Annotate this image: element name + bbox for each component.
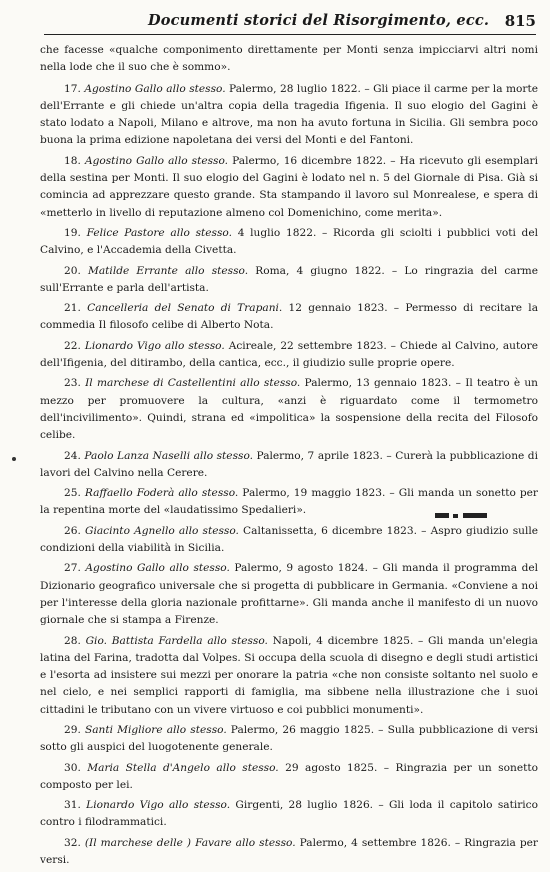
letter-entry <box>40 448 538 483</box>
entry-heading: Cancelleria del Senato di Trapani. <box>87 302 283 315</box>
entry-heading: Agostino Gallo allo stesso. <box>85 562 230 575</box>
entry-number: 26. <box>64 524 81 537</box>
letter-entry <box>40 633 538 719</box>
entry-heading: Santi Migliore allo stesso. <box>84 723 227 736</box>
entry-heading: Giacinto Agnello allo stesso. <box>85 524 239 537</box>
entry-heading: Lionardo Vigo allo stesso. <box>84 339 225 352</box>
letter-entry <box>40 560 538 629</box>
entry-number: 30. <box>64 761 81 774</box>
letter-entry <box>40 338 538 373</box>
entry-heading: Lionardo Vigo allo stesso. <box>86 799 231 812</box>
entry-heading: Felice Pastore allo stesso. <box>86 226 232 239</box>
entry-number: 31. <box>64 799 81 812</box>
letter-entry <box>40 81 538 150</box>
continuation-text: che facesse «qualche componimento direttamente per Monti senza impicciarvi altri nomi nella lode che il suo che è sommo». <box>40 44 538 74</box>
letter-entry <box>40 375 538 444</box>
running-title: Documenti storici del Risorgimento, ecc. <box>148 12 490 29</box>
document-body <box>40 42 538 872</box>
entry-heading: Matilde Errante allo stesso. <box>88 264 249 277</box>
letter-entry <box>40 797 538 832</box>
page-header <box>44 6 536 35</box>
letter-entry <box>40 523 538 558</box>
entry-text: 4 luglio 1822. – Ricorda gli sciolti i pubblici voti del Calvino, e l'Accademia della Civetta. <box>40 226 538 257</box>
letter-entry <box>40 225 538 260</box>
letter-entry <box>40 42 538 77</box>
letter-entry <box>40 153 538 222</box>
entry-text: 12 gennaio 1823. – Permesso di recitare la commedia Il filosofo celibe di Alberto Nota. <box>40 302 539 332</box>
entry-number: 22. <box>64 339 81 352</box>
entry-number: 17. <box>64 82 81 95</box>
entry-text: Girgenti, 28 luglio 1826. – Gli loda il capitolo satirico contro i filodrammatici. <box>40 799 538 829</box>
page-number: 815 <box>504 12 536 30</box>
letter-entry <box>40 263 538 298</box>
entry-number: 32. <box>64 836 81 849</box>
letter-entry <box>40 835 538 870</box>
entry-number: 27. <box>64 562 81 575</box>
entry-text: Palermo, 7 aprile 1823. – Curerà la pubblicazione di lavori del Calvino nella Cerere. <box>40 449 538 479</box>
entry-text: Palermo, 26 maggio 1825. – Sulla pubblicazione di versi sotto gli auspici del luogotenente generale. <box>40 723 538 754</box>
letter-entry <box>40 722 538 757</box>
entry-text: Palermo, 4 settembre 1826. – Ringrazia per versi. <box>40 836 538 867</box>
entry-number: 25. <box>64 487 81 500</box>
entry-text: Palermo, 16 dicembre 1822. – Ha ricevuto gli esemplari della sestina per Monti. Il suo elogio del Gagini è lodato nel n. 5 del Giornale di Pisa. Già si comincia ad apprezzare questo grande. Sta stampando il lavoro sul Monrealese, e spera di «metterlo in livello di reputazione almeno col Domenichino, come merita». <box>40 154 539 219</box>
entry-heading: Agostino Gallo allo stesso. <box>84 154 229 167</box>
entry-heading: Paolo Lanza Naselli allo stesso. <box>84 449 254 462</box>
entry-number: 29. <box>64 723 81 736</box>
entry-text: Acireale, 22 settembre 1823. – Chiede al Calvino, autore dell'Ifigenia, del ditirambo, della cantica, ecc., il giudizio sulle proprie opere. <box>40 339 538 370</box>
entry-heading: Agostino Gallo allo stesso. <box>84 82 226 95</box>
entry-number: 28. <box>64 634 81 647</box>
entry-text: Caltanissetta, 6 dicembre 1823. – Aspro giudizio sulle condizioni della viabilità in Sicilia. <box>40 524 538 555</box>
entry-text: Roma, 4 giugno 1822. – Lo ringrazia del carme sull'Errante e parla dell'artista. <box>40 264 539 294</box>
entry-number: 19. <box>64 226 81 239</box>
entry-text: Palermo, 19 maggio 1823. – Gli manda un sonetto per la repentina morte del «laudatissimo Spedalieri». <box>40 487 538 517</box>
entry-number: 21. <box>64 302 81 315</box>
entry-heading: Raffaello Foderà allo stesso. <box>84 487 239 500</box>
letter-entry <box>40 300 538 335</box>
entry-text: Palermo, 28 luglio 1822. – Gli piace il carme per la morte dell'Errante e gli chiede un'altra copia della tragedia Ifigenia. Il suo elogio del Gagini è stato lodato a Napoli, Milano e altrove, ma non ha avuto fortuna in Sicilia. Gli sembra poco buona la prima edizione napoletana dei versi del Monti e del Fantoni. <box>40 82 538 147</box>
entry-number: 24. <box>64 449 81 462</box>
entry-text: Napoli, 4 dicembre 1825. – Gli manda un'elegia latina del Farina, tradotta dal Volpes. Si occupa della scuola di disegno e degli studi artistici e l'esorta ad insistere sui mezzi per onorare la patria «che non consiste soltanto nel suolo e nel cielo, e nei semplici rapporti di famiglia, ma sibbene nella illustrazione che i suoi cittadini le tributano con un vivere virtuoso e coi pubblici monumenti». <box>40 634 538 716</box>
entry-text: Palermo, 9 agosto 1824. – Gli manda il programma del Dizionario geografico universale che si progetta di pubblicare in Germania. «Conviene a noi per l'interesse della gloria nazionale profittarne». Gli manda anche il manifesto di un nuovo giornale che si stampa a Firenze. <box>40 562 539 627</box>
entry-heading: Maria Stella d'Angelo allo stesso. <box>87 761 279 774</box>
entry-number: 23. <box>64 377 81 390</box>
entry-text: Palermo, 13 gennaio 1823. – Il teatro è un mezzo per promuovere la cultura, «anzi è riguardato come il termometro dell'incivilimento». Quindi, strana ed «impolitica» la sospensione della recita del Filosofo celibe. <box>40 377 539 442</box>
margin-ink-dot <box>12 457 16 461</box>
entry-heading: Gio. Battista Fardella allo stesso. <box>85 634 268 647</box>
entry-number: 18. <box>64 154 81 167</box>
letter-entry <box>40 760 538 795</box>
entry-number: 20. <box>64 264 81 277</box>
entry-heading: (Il marchese delle ) Favare allo stesso. <box>84 836 296 849</box>
entry-text: 29 agosto 1825. – Ringrazia per un sonetto composto per lei. <box>40 761 538 791</box>
letter-entry <box>40 485 538 520</box>
entry-heading: Il marchese di Castellentini allo stesso. <box>85 377 301 390</box>
